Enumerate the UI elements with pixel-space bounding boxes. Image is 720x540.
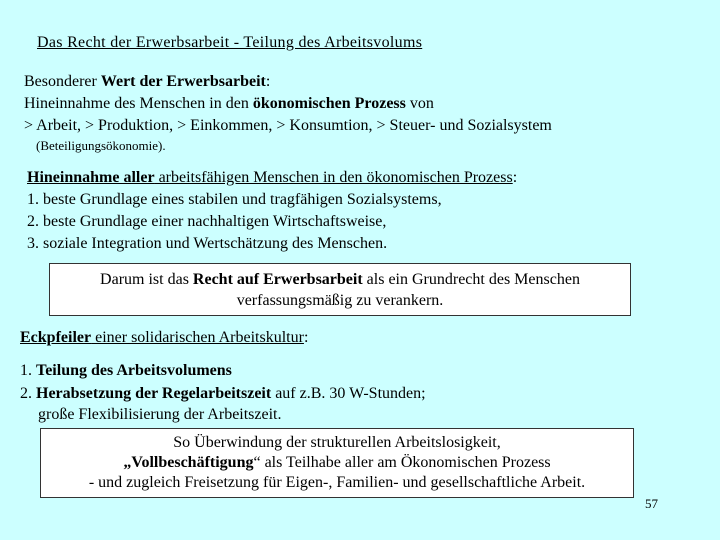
section1-line2 — [24, 93, 434, 114]
page-number: 57 — [645, 496, 658, 511]
heading-underlined — [27, 169, 513, 186]
text-segment: Hineinnahme des Menschen in den — [24, 95, 253, 112]
text-segment: : — [303, 329, 309, 346]
section2-heading — [27, 167, 517, 188]
section1-line1 — [24, 71, 270, 92]
list-item: 1. beste Grundlage eines stabilen und tragfähigen Sozialsystems, — [27, 191, 442, 208]
bold-text: ökonomischen Prozess — [252, 95, 406, 112]
text-segment: “ als Teilhabe aller am Ökonomischen Prozess — [253, 454, 551, 471]
text-segment: einer solidarischen Arbeitskultur — [91, 329, 304, 346]
box1-line2: verfassungsmäßig zu verankern. — [236, 292, 444, 309]
bold-text: Eckpfeiler — [20, 329, 92, 346]
statement-box — [49, 263, 631, 316]
text-segment: : — [512, 169, 518, 186]
list-item — [20, 383, 426, 404]
heading-underlined — [20, 329, 304, 346]
bold-text: Wert der Erwerbsarbeit — [100, 73, 266, 90]
list-item: 3. soziale Integration und Wertschätzung des Menschen. — [27, 235, 388, 252]
list-item: 2. beste Grundlage einer nachhaltigen Wirtschaftsweise, — [27, 213, 387, 230]
text-segment: Besonderer — [24, 73, 101, 90]
section1-line4: (Beteiligungsökonomie). — [36, 138, 166, 153]
bold-text: Hineinnahme aller — [27, 169, 155, 186]
section3-heading — [20, 327, 308, 348]
text-segment: 2. — [20, 385, 36, 402]
text-segment: auf z.B. 30 W-Stunden; — [271, 385, 426, 402]
list-item — [20, 360, 232, 381]
bold-text: „Vollbeschäftigung — [123, 454, 254, 471]
text-segment: 1. — [20, 362, 36, 379]
text-segment: Darum ist das — [100, 271, 193, 288]
bold-text: Recht auf Erwerbsarbeit — [192, 271, 363, 288]
conclusion-box — [40, 428, 634, 498]
text-segment: als ein Grundrecht des Menschen — [362, 271, 580, 288]
section1-line3: > Arbeit, > Produktion, > Einkommen, > Konsumtion, > Steuer- und Sozialsystem — [24, 117, 552, 134]
box1-line1 — [50, 269, 630, 290]
text-segment: von — [405, 95, 434, 112]
text-segment: : — [265, 73, 271, 90]
list-item-continuation: große Flexibilisierung der Arbeitszeit. — [38, 406, 282, 423]
bold-text: Teilung des Arbeitsvolumens — [36, 362, 232, 379]
box2-line2 — [41, 453, 633, 473]
text-segment: arbeitsfähigen Menschen in den ökonomischen Prozess — [154, 169, 513, 186]
box2-line1: So Überwindung der strukturellen Arbeitslosigkeit, — [173, 434, 501, 451]
page-title: Das Recht der Erwerbsarbeit - Teilung des Arbeitsvolums — [37, 34, 423, 51]
bold-text: Herabsetzung der Regelarbeitszeit — [36, 385, 272, 402]
box2-line3: - und zugleich Freisetzung für Eigen-, Familien- und gesellschaftliche Arbeit. — [88, 474, 586, 491]
